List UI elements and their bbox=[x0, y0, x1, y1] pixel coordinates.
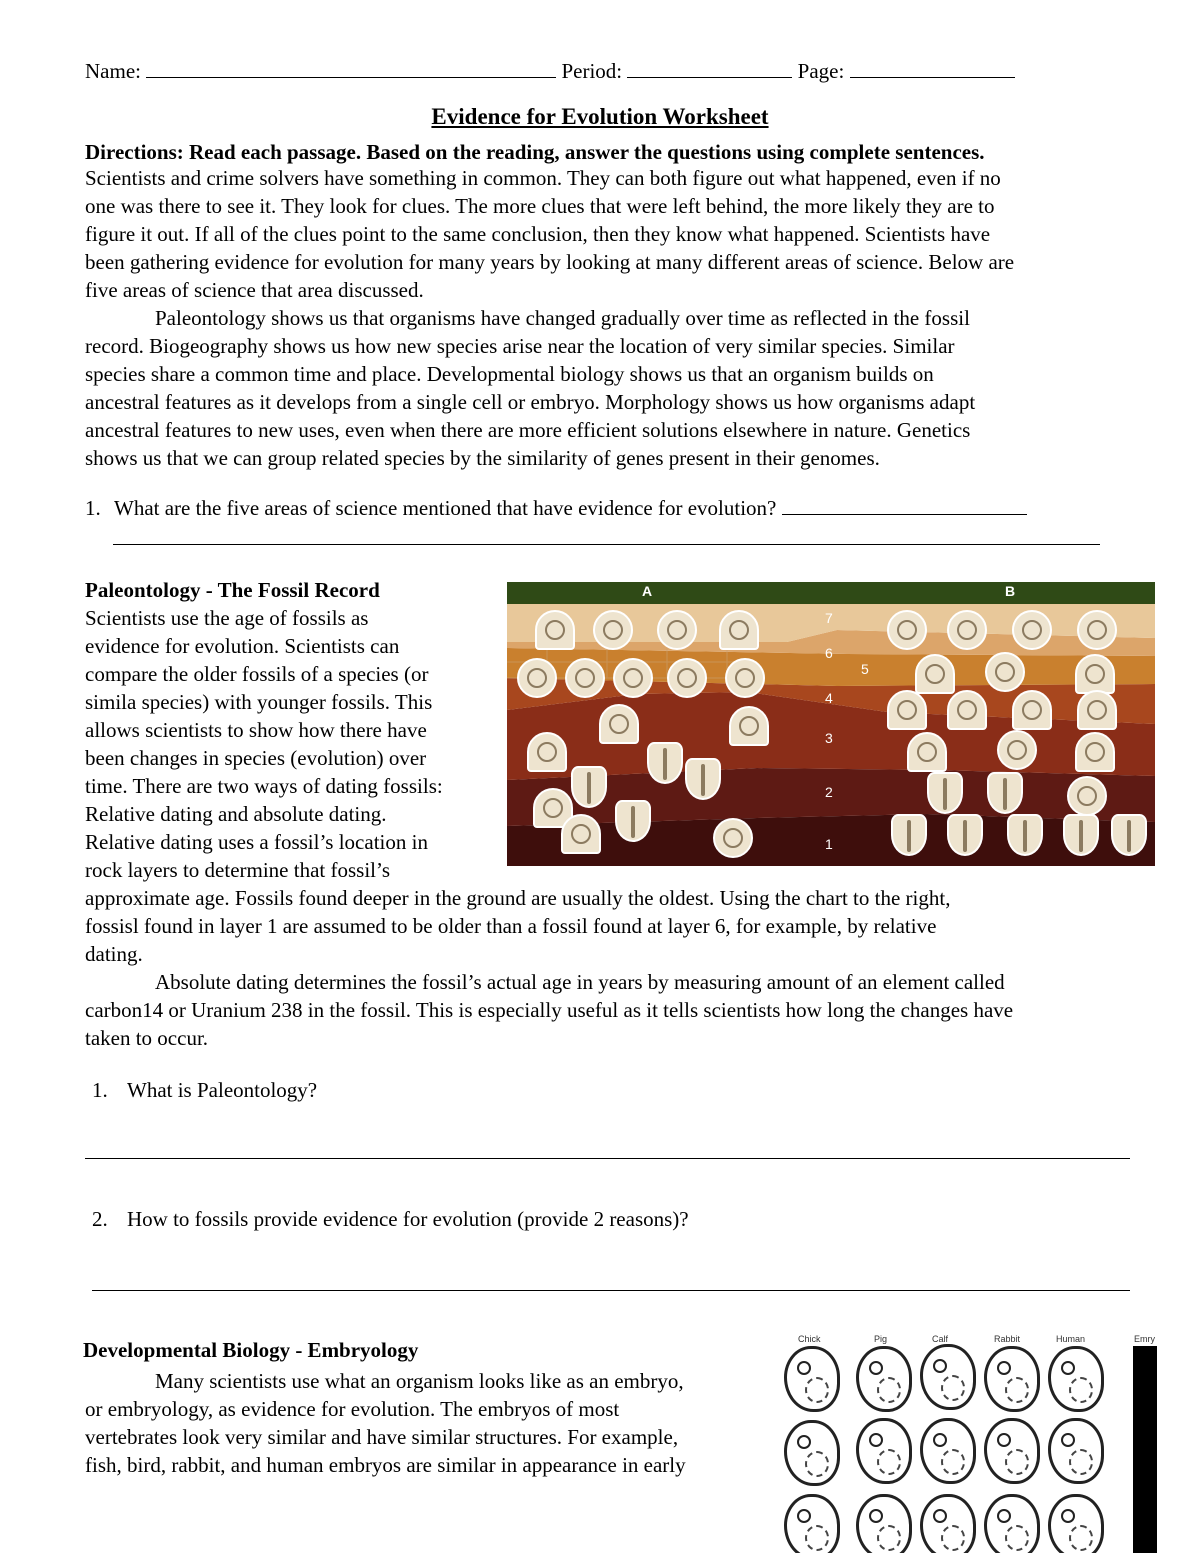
paleo-line: simila species) with younger fossils. This bbox=[85, 690, 433, 714]
answer-line[interactable] bbox=[113, 544, 1100, 545]
question-number: 1. bbox=[85, 496, 101, 520]
paleo-line: Relative dating and absolute dating. bbox=[85, 802, 387, 826]
fossil-shell-icon bbox=[997, 730, 1037, 770]
embryo-comparison-figure bbox=[780, 1332, 1160, 1553]
embryo-line: vertebrates look very similar and have similar structures. For example, bbox=[85, 1425, 679, 1449]
fossil-shell-icon bbox=[535, 610, 575, 650]
intro-line: figure it out. If all of the clues point to the same conclusion, then they know what happened. Scientists have bbox=[85, 222, 991, 246]
embryo-timeline-bar bbox=[1133, 1346, 1157, 1553]
intro-line: one was there to see it. They look for clues. The more clues that were left behind, the more likely they are to bbox=[85, 194, 995, 218]
fossil-brachiopod-icon bbox=[599, 704, 639, 744]
fossil-brachiopod-icon bbox=[527, 732, 567, 772]
embryo-drawing-icon bbox=[856, 1346, 912, 1412]
embryology-heading: Developmental Biology - Embryology bbox=[83, 1338, 419, 1362]
question-text: How to fossils provide evidence for evolution (provide 2 reasons)? bbox=[127, 1207, 689, 1231]
intro-line: been gathering evidence for evolution for many years by looking at many different areas of science. Below are bbox=[85, 250, 1015, 274]
paleo-line: allows scientists to show how there have bbox=[85, 718, 427, 742]
intro-line: species share a common time and place. Developmental biology shows us that an organism builds on bbox=[85, 362, 934, 386]
fossil-shell-icon bbox=[1067, 776, 1107, 816]
embryo-line: Many scientists use what an organism looks like as an embryo, bbox=[155, 1369, 684, 1393]
fossil-trilobite-icon bbox=[987, 772, 1023, 814]
paleo-line: time. There are two ways of dating fossils: bbox=[85, 774, 443, 798]
header-line bbox=[85, 57, 1015, 85]
paleontology-heading: Paleontology - The Fossil Record bbox=[85, 578, 380, 602]
fossil-brachiopod-icon bbox=[1012, 690, 1052, 730]
paleo-line: Absolute dating determines the fossil’s actual age in years by measuring amount of an element called bbox=[155, 970, 1005, 994]
embryo-drawing-icon bbox=[856, 1418, 912, 1484]
embryo-drawing-icon bbox=[784, 1420, 840, 1486]
question-text: What is Paleontology? bbox=[127, 1078, 318, 1102]
fossil-ammonite-icon bbox=[1012, 610, 1052, 650]
layer-label: 2 bbox=[825, 784, 833, 800]
intro-paragraph bbox=[85, 164, 1014, 472]
embryo-column-label: Calf bbox=[932, 1334, 949, 1344]
fossil-horn-coral-icon bbox=[915, 654, 955, 694]
intro-line: Paleontology shows us that organisms have changed gradually over time as reflected in the fossil bbox=[155, 306, 970, 330]
name-blank[interactable] bbox=[146, 57, 556, 78]
embryo-drawing-icon bbox=[920, 1344, 976, 1410]
page-title: Evidence for Evolution Worksheet bbox=[431, 104, 769, 129]
embryo-drawing-icon bbox=[984, 1418, 1040, 1484]
paleo-question-2 bbox=[92, 1205, 689, 1233]
embryo-drawing-icon bbox=[784, 1346, 840, 1412]
paleo-line: taken to occur. bbox=[85, 1026, 209, 1050]
answer-line[interactable] bbox=[85, 1158, 1130, 1159]
fossil-shell-icon bbox=[719, 610, 759, 650]
embryo-column-label: Human bbox=[1056, 1334, 1086, 1344]
paleo-line: dating. bbox=[85, 942, 143, 966]
fossil-shell-icon bbox=[561, 814, 601, 854]
directions: Directions: Read each passage. Based on the reading, answer the questions using complete sentences. bbox=[85, 140, 985, 164]
paleo-line: Scientists use the age of fossils as bbox=[85, 606, 369, 630]
intro-line: shows us that we can group related species by the similarity of genes present in their genomes. bbox=[85, 446, 880, 470]
fossil-trilobite-icon bbox=[1063, 814, 1099, 856]
fossil-ammonite-icon bbox=[517, 658, 557, 698]
fossil-brachiopod-icon bbox=[947, 690, 987, 730]
embryo-drawing-icon bbox=[1048, 1346, 1104, 1412]
paleo-line: been changes in species (evolution) over bbox=[85, 746, 427, 770]
embryology-text bbox=[85, 1367, 686, 1479]
paleo-line: evidence for evolution. Scientists can bbox=[85, 634, 400, 658]
fossil-brachiopod-icon bbox=[887, 690, 927, 730]
embryo-column-label: Chick bbox=[798, 1334, 821, 1344]
fossil-shell-icon bbox=[713, 818, 753, 858]
intro-line: five areas of science that area discussed. bbox=[85, 278, 424, 302]
column-a-label: A bbox=[642, 583, 653, 599]
name-label: Name: bbox=[85, 59, 141, 83]
embryo-drawing-icon bbox=[856, 1494, 912, 1553]
embryo-drawing-icon bbox=[1048, 1494, 1104, 1553]
paleo-line: fossisl found in layer 1 are assumed to be older than a fossil found at layer 6, for example, by relative bbox=[85, 914, 937, 938]
fossil-trilobite-icon bbox=[615, 800, 651, 842]
fossil-trilobite-icon bbox=[571, 766, 607, 808]
question-number: 1. bbox=[92, 1078, 108, 1102]
fossil-gastropod-icon bbox=[647, 742, 683, 784]
fossil-brachiopod-icon bbox=[907, 732, 947, 772]
embryo-column-label: Emry bbox=[1134, 1334, 1155, 1344]
layer-label: 3 bbox=[825, 730, 833, 746]
intro-line: ancestral features as it develops from a single cell or embryo. Morphology shows us how organisms adapt bbox=[85, 390, 976, 414]
paleo-question-1 bbox=[92, 1076, 317, 1104]
paleo-line: approximate age. Fossils found deeper in the ground are usually the oldest. Using the chart to the right, bbox=[85, 886, 951, 910]
layer-label: 1 bbox=[825, 836, 833, 852]
question-text: What are the five areas of science mentioned that have evidence for evolution? bbox=[114, 496, 777, 520]
fossil-ammonite-icon bbox=[565, 658, 605, 698]
fossil-ammonite-icon bbox=[667, 658, 707, 698]
paleo-line: rock layers to determine that fossil’s bbox=[85, 858, 391, 882]
period-blank[interactable] bbox=[627, 57, 792, 78]
embryo-column-label: Pig bbox=[874, 1334, 888, 1344]
fossil-trilobite-icon bbox=[1111, 814, 1147, 856]
fossil-brachiopod-icon bbox=[1075, 654, 1115, 694]
page-blank[interactable] bbox=[850, 57, 1015, 78]
embryo-drawing-icon bbox=[984, 1494, 1040, 1553]
paleo-line: compare the older fossils of a species (or bbox=[85, 662, 429, 686]
embryo-line: fish, bird, rabbit, and human embryos are similar in appearance in early bbox=[85, 1453, 686, 1477]
fossil-trilobite-icon bbox=[947, 814, 983, 856]
fossil-shell-icon bbox=[985, 652, 1025, 692]
fossil-strata-figure bbox=[507, 582, 1155, 866]
embryo-drawing-icon bbox=[920, 1418, 976, 1484]
paleo-line: Relative dating uses a fossil’s location in bbox=[85, 830, 428, 854]
fossil-ammonite-icon bbox=[613, 658, 653, 698]
embryo-line: or embryology, as evidence for evolution. The embryos of most bbox=[85, 1397, 620, 1421]
intro-line: record. Biogeography shows us how new species arise near the location of very similar species. Similar bbox=[85, 334, 955, 358]
embryo-drawing-icon bbox=[784, 1494, 840, 1553]
strata-header bbox=[507, 582, 1155, 604]
fossil-ammonite-icon bbox=[1077, 610, 1117, 650]
fossil-ammonite-icon bbox=[947, 610, 987, 650]
fossil-ammonite-icon bbox=[725, 658, 765, 698]
fossil-brachiopod-icon bbox=[1075, 732, 1115, 772]
page-label: Page: bbox=[797, 59, 845, 83]
embryo-drawing-icon bbox=[984, 1346, 1040, 1412]
question-number: 2. bbox=[92, 1207, 108, 1231]
period-label: Period: bbox=[561, 59, 623, 83]
fossil-shell-icon bbox=[593, 610, 633, 650]
embryo-drawing-icon bbox=[920, 1494, 976, 1553]
fossil-brachiopod-icon bbox=[1077, 690, 1117, 730]
intro-line: Scientists and crime solvers have something in common. They can both figure out what happened, even if no bbox=[85, 166, 1001, 190]
embryo-drawing-icon bbox=[1048, 1418, 1104, 1484]
answer-blank[interactable] bbox=[782, 494, 1027, 515]
fossil-brachiopod-icon bbox=[729, 706, 769, 746]
answer-line[interactable] bbox=[92, 1290, 1130, 1291]
fossil-ammonite-icon bbox=[887, 610, 927, 650]
embryo-column-label: Rabbit bbox=[994, 1334, 1021, 1344]
fossil-trilobite-icon bbox=[927, 772, 963, 814]
layer-label: 5 bbox=[861, 661, 869, 677]
layer-label: 4 bbox=[825, 690, 833, 706]
column-b-label: B bbox=[1005, 583, 1016, 599]
intro-line: ancestral features to new uses, even when there are more efficient solutions elsewhere in nature. Genetics bbox=[85, 418, 971, 442]
layer-label: 6 bbox=[825, 645, 833, 661]
fossil-shell-icon bbox=[657, 610, 697, 650]
intro-question bbox=[85, 494, 1027, 522]
layer-label: 7 bbox=[825, 610, 833, 626]
fossil-trilobite-icon bbox=[1007, 814, 1043, 856]
paleo-line: carbon14 or Uranium 238 in the fossil. This is especially useful as it tells scientists how long the changes have bbox=[85, 998, 1014, 1022]
fossil-trilobite-icon bbox=[891, 814, 927, 856]
fossil-trilobite-icon bbox=[685, 758, 721, 800]
